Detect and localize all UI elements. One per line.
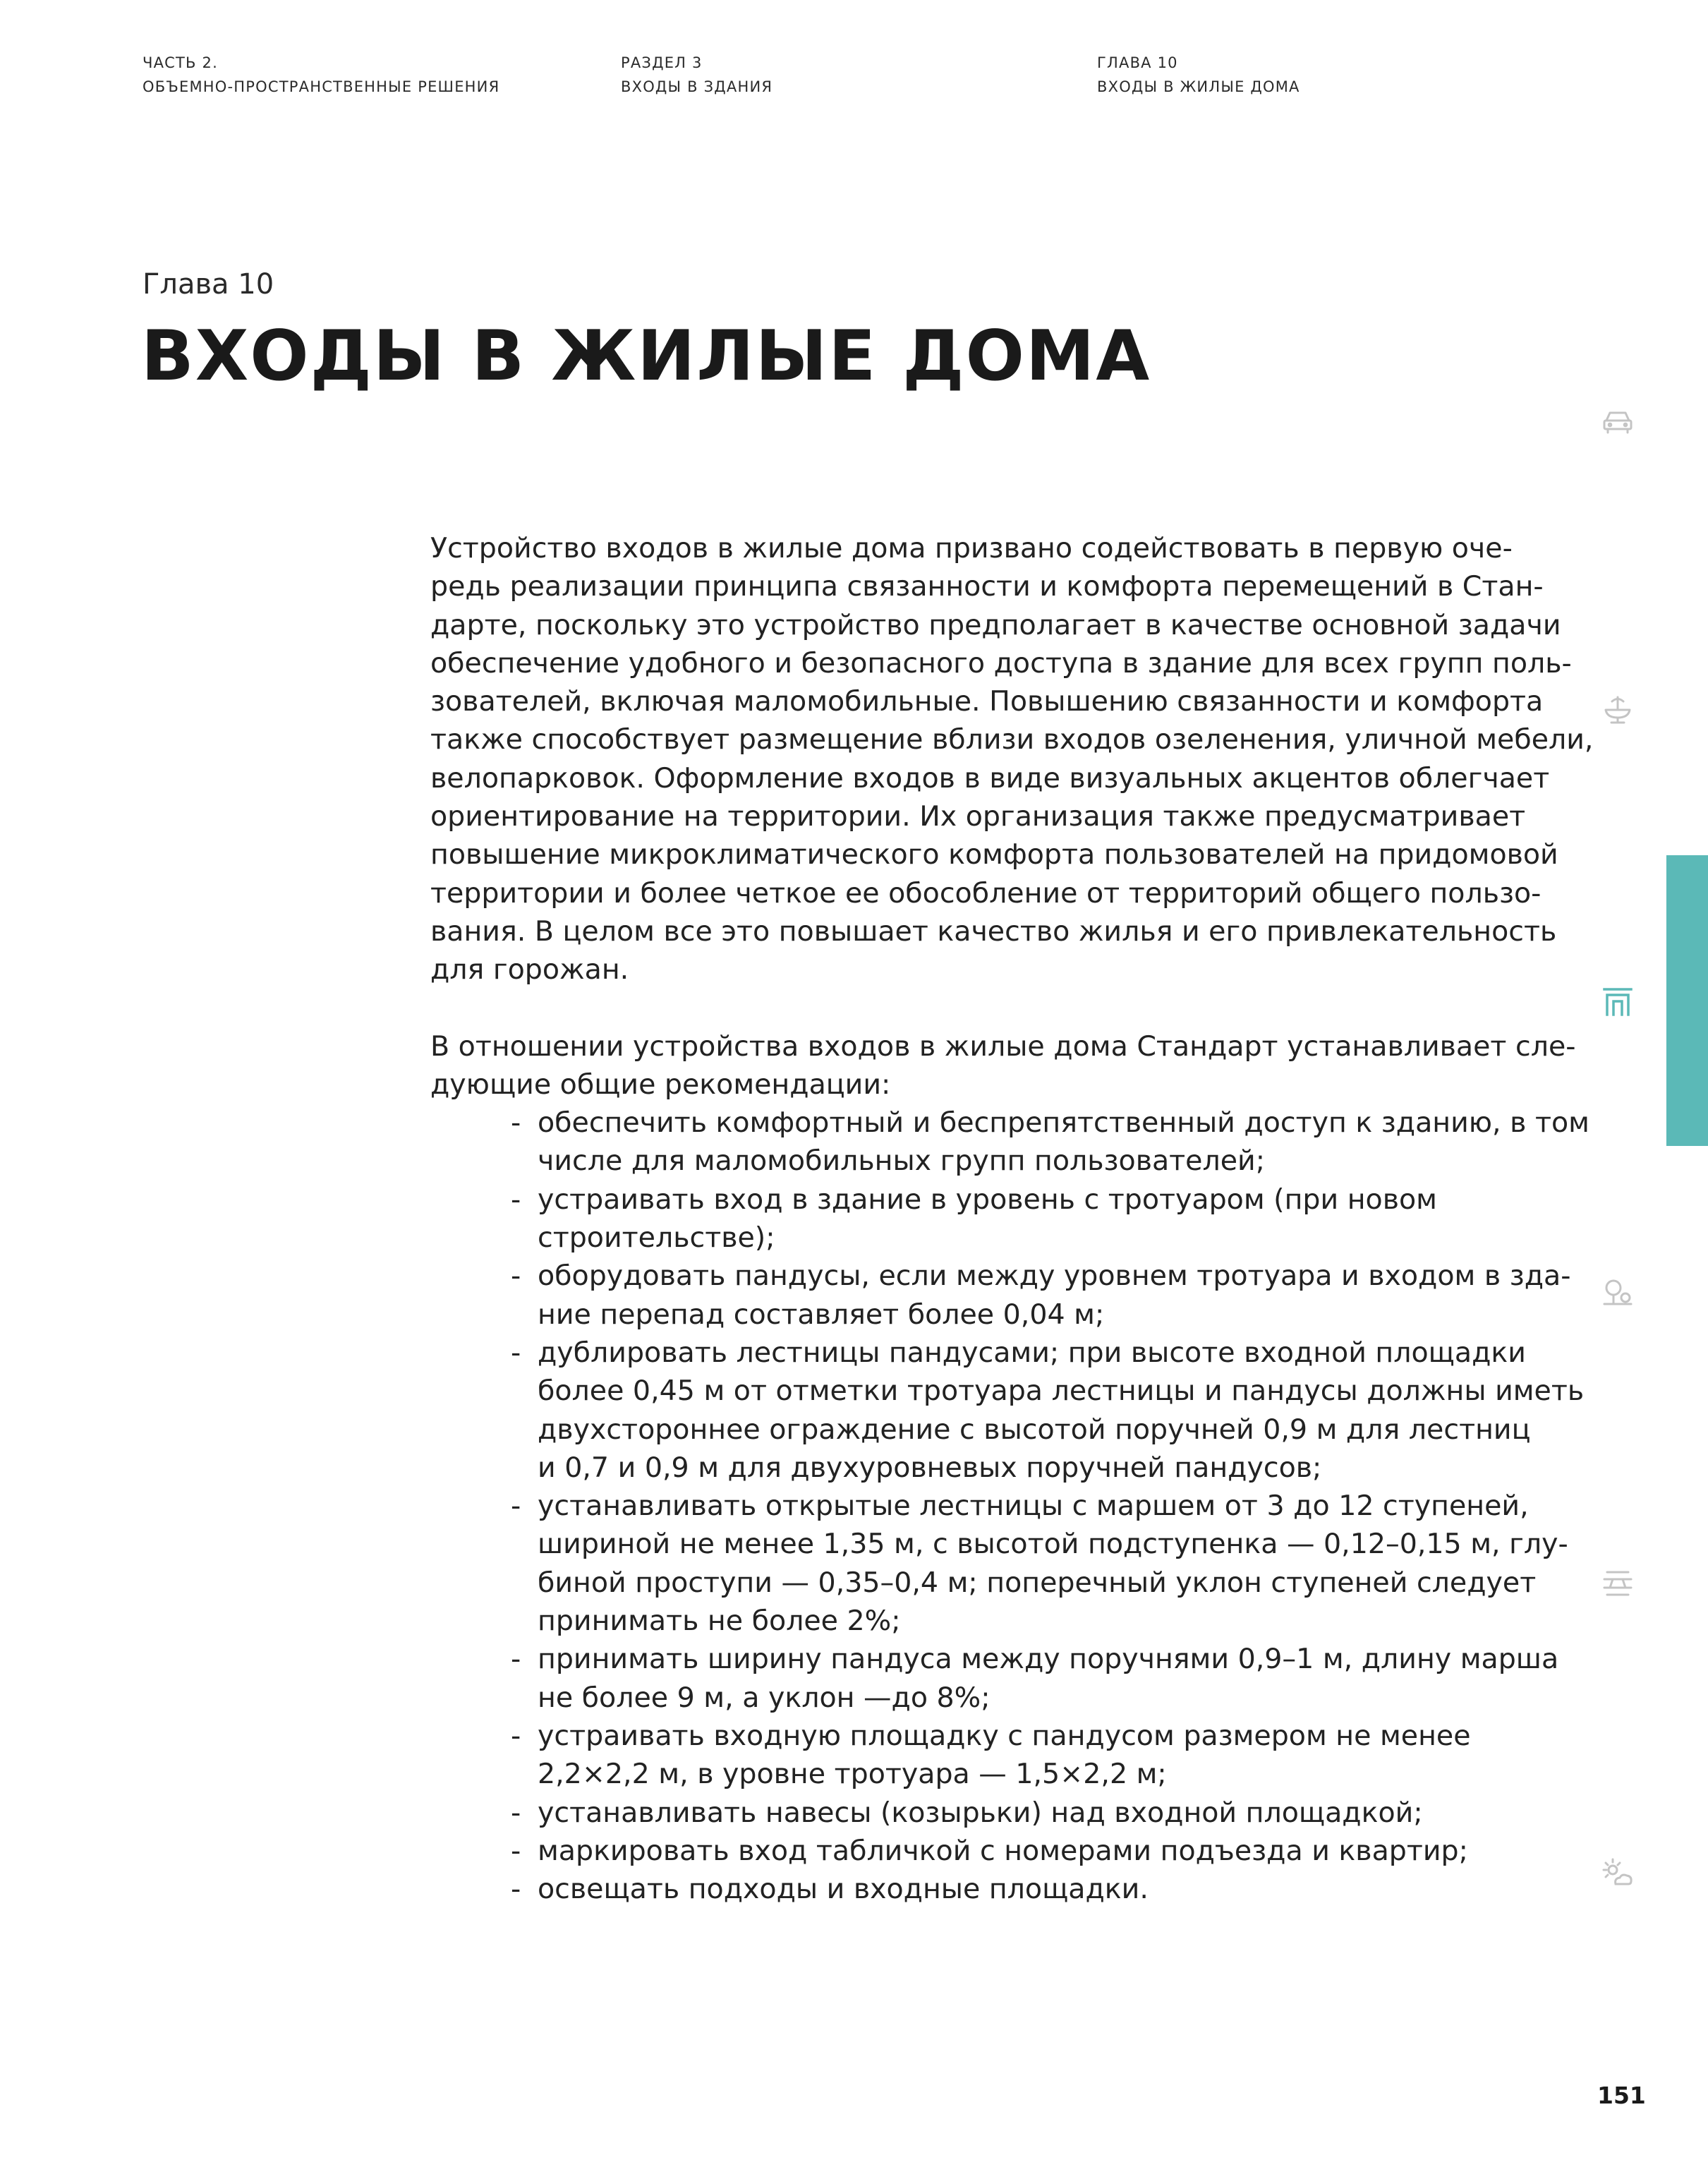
text-line: повышение микроклиматического комфорта пользователей на придомовой xyxy=(430,838,1558,871)
list-item xyxy=(430,1832,1545,1870)
list-item-line: строительстве); xyxy=(538,1221,775,1255)
header-section xyxy=(621,51,773,99)
text-line: ориентирование на территории. Их организация также предусматривает xyxy=(430,800,1526,833)
header-section-number: РАЗДЕЛ 3 xyxy=(621,54,703,71)
list-item-line: не более 9 м, а уклон —до 8%; xyxy=(538,1681,991,1714)
list-item-line: числе для маломобильных групп пользователей; xyxy=(538,1145,1266,1178)
header-chapter xyxy=(1097,51,1300,99)
list-item xyxy=(430,1870,1545,1908)
weather-icon xyxy=(1600,1856,1635,1891)
list-item-line: маркировать вход табличкой с номерами подъезда и квартир; xyxy=(538,1834,1468,1867)
text-line: для горожан. xyxy=(430,953,629,986)
car-icon xyxy=(1600,404,1635,439)
text-line: территории и более четкое ее обособление от территорий общего пользо- xyxy=(430,876,1542,910)
body-text xyxy=(430,529,1594,1908)
text-line: Устройство входов в жилые дома призвано содействовать в первую оче- xyxy=(430,532,1513,565)
header-part-number: ЧАСТЬ 2. xyxy=(143,54,218,71)
text-line: редь реализации принципа связанности и комфорта перемещений в Стан- xyxy=(430,570,1544,603)
list-dash: - xyxy=(511,1106,521,1140)
list-dash: - xyxy=(511,1643,521,1676)
text-line: дарте, поскольку это устройство предполагает в качестве основной задачи xyxy=(430,608,1561,641)
list-item xyxy=(430,1334,1585,1487)
list-item-line: двухстороннее ограждение с высотой поручней 0,9 м для лестниц xyxy=(538,1413,1531,1446)
header-part-title: ОБЪЕМНО-ПРОСТРАНСТВЕННЫЕ РЕШЕНИЯ xyxy=(143,78,500,95)
list-dash: - xyxy=(511,1336,521,1369)
list-item-line: обеспечить комфортный и беспрепятственный доступ к зданию, в том xyxy=(538,1106,1589,1140)
list-dash: - xyxy=(511,1490,521,1523)
list-item-line: устанавливать открытые лестницы с маршем от 3 до 12 ступеней, xyxy=(538,1490,1529,1523)
list-item xyxy=(430,1181,1545,1257)
list-dash: - xyxy=(511,1834,521,1867)
list-item xyxy=(430,1640,1559,1717)
text-line: зователей, включая маломобильные. Повышению связанности и комфорта xyxy=(430,685,1544,718)
list-dash: - xyxy=(511,1796,521,1829)
text-line: вания. В целом все это повышает качество жилья и его привлекательность xyxy=(430,915,1557,948)
list-item-line: устанавливать навесы (козырьки) над входной площадкой; xyxy=(538,1796,1423,1829)
fountain-icon xyxy=(1600,693,1635,728)
chapter-title: ВХОДЫ В ЖИЛЫЕ ДОМА xyxy=(141,316,1151,397)
list-item-line: устраивать вход в здание в уровень с тротуаром (при новом xyxy=(538,1183,1437,1216)
text-line: дующие общие рекомендации: xyxy=(430,1068,891,1101)
chapter-label: Глава 10 xyxy=(143,268,274,301)
list-dash: - xyxy=(511,1260,521,1293)
recommendations-list xyxy=(430,1104,1589,1908)
list-item-line: шириной не менее 1,35 м, с высотой подступенка — 0,12–0,15 м, глу- xyxy=(538,1528,1568,1561)
text-line: обеспечение удобного и безопасного доступа в здание для всех групп поль- xyxy=(430,646,1572,680)
list-item-line: биной проступи — 0,35–0,4 м; поперечный уклон ступеней следует xyxy=(538,1566,1537,1599)
list-item-line: дублировать лестницы пандусами; при высоте входной площадки xyxy=(538,1336,1526,1369)
recommendations-intro xyxy=(430,1027,1576,1104)
list-dash: - xyxy=(511,1719,521,1752)
list-dash: - xyxy=(511,1183,521,1216)
list-item-line: оборудовать пандусы, если между уровнем тротуара и входом в зда- xyxy=(538,1260,1571,1293)
chapter-tab-marker xyxy=(1666,855,1708,1146)
text-line: также способствует размещение вблизи входов озеленения, уличной мебели, xyxy=(430,723,1594,756)
header-section-title: ВХОДЫ В ЗДАНИЯ xyxy=(621,78,773,95)
list-item xyxy=(430,1717,1545,1794)
list-item-line: ние перепад составляет более 0,04 м; xyxy=(538,1298,1105,1331)
list-item-line: более 0,45 м от отметки тротуара лестницы и пандусы должны иметь xyxy=(538,1375,1585,1408)
list-item-line: принимать не более 2%; xyxy=(538,1605,901,1638)
header-chapter-number: ГЛАВА 10 xyxy=(1097,54,1178,71)
list-item xyxy=(430,1104,1589,1181)
list-item xyxy=(430,1794,1545,1832)
header-chapter-title: ВХОДЫ В ЖИЛЫЕ ДОМА xyxy=(1097,78,1300,95)
text-line: велопарковок. Оформление входов в виде визуальных акцентов облегчает xyxy=(430,761,1550,795)
list-item xyxy=(430,1487,1568,1640)
list-item-line: освещать подходы и входные площадки. xyxy=(538,1873,1149,1906)
list-item-line: устраивать входную площадку с пандусом размером не менее xyxy=(538,1719,1471,1752)
page-number: 151 xyxy=(1597,2082,1646,2109)
list-item xyxy=(430,1257,1571,1334)
list-item-line: 2,2×2,2 м, в уровне тротуара — 1,5×2,2 м; xyxy=(538,1758,1167,1791)
list-item-line: принимать ширину пандуса между поручнями 0,9–1 м, длину марша xyxy=(538,1643,1559,1676)
text-line: В отношении устройства входов в жилые дома Стандарт устанавливает сле- xyxy=(430,1030,1576,1063)
building-entrance-icon xyxy=(1600,984,1635,1019)
header-part xyxy=(143,51,499,99)
intro-paragraph xyxy=(430,529,1594,989)
park-icon xyxy=(1600,1276,1635,1311)
street-furniture-icon xyxy=(1600,1567,1635,1602)
list-item-line: и 0,7 и 0,9 м для двухуровневых поручней пандусов; xyxy=(538,1451,1322,1484)
list-dash: - xyxy=(511,1873,521,1906)
